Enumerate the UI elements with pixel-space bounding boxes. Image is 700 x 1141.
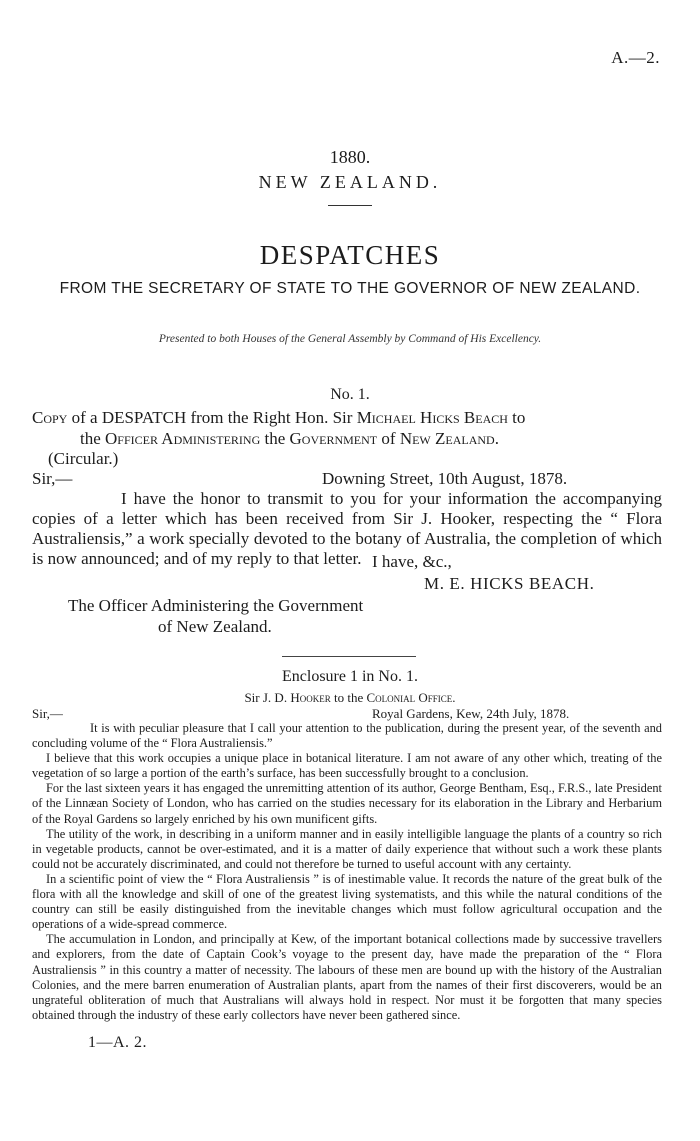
document-title: DESPATCHES: [259, 240, 441, 270]
despatch-salutation: Sir,—: [32, 469, 73, 488]
enclosure-paragraph: For the last sixteen years it has engaged the unremitting attention of its author, George Bentham, Esq., F.R.S., late President of the Linnæan Society of London, who has carried on the studies necessary for its elaboration in the Library and Herbarium of the Royal Gardens so largely enriched by his own munificent gifts.: [32, 781, 662, 826]
despatch-number: No. 1.: [330, 386, 370, 403]
document-subtitle: FROM THE SECRETARY OF STATE TO THE GOVERNOR OF NEW ZEALAND.: [59, 280, 641, 297]
heading-of: of: [377, 429, 400, 448]
despatch-signature: M. E. HICKS BEACH.: [424, 574, 595, 593]
sender-name: Michael Hicks Beach: [356, 408, 508, 427]
enclosure-paragraph: It is with peculiar pleasure that I call your attention to the publication, during the present year, of the seventh and concluding volume of the “ Flora Australiensis.”: [32, 721, 662, 751]
from-period: .: [452, 690, 456, 705]
heading-to: to: [507, 408, 526, 427]
enclosure-body: [32, 721, 662, 1023]
page-reference: A.—2.: [611, 48, 660, 67]
despatch-heading-line1: [32, 407, 662, 428]
enclosure-heading: Enclosure 1 in No. 1.: [282, 668, 418, 685]
enclosure-paragraph: The utility of the work, in describing in a uniform manner and in easily intelligible language the plants of a country so rich in vegetable products, cannot be over-estimated, and it is a matter of daily experience that without such a work these plants could not be accurately discriminated, and could not therefore be turned to useful account with any certainty.: [32, 826, 662, 871]
footer-reference: 1—A. 2.: [88, 1034, 148, 1051]
circular-note: (Circular.): [48, 449, 119, 468]
enclosure-salutation: Sir,—: [32, 706, 63, 721]
heading-the: the: [80, 429, 106, 448]
heading-text: of a DESPATCH from the Right Hon. Sir: [67, 408, 357, 427]
enclosure-address: Royal Gardens, Kew, 24th July, 1878.: [372, 706, 570, 721]
recipient-line2: of New Zealand.: [158, 617, 272, 636]
recipient-line1: The Officer Administering the Government: [68, 596, 364, 615]
heading-the2: the: [260, 429, 290, 448]
short-divider: [328, 205, 372, 206]
from-prefix: Sir J. D.: [244, 690, 291, 705]
enclosure-paragraph: In a scientific point of view the “ Flora Australiensis ” is of inestimable value. It records the nature of the great bulk of the flora with all the knowledge and skill of one of the greatest living systematists, and this while the natural conditions of the country can still be easily distinguished from the inevitable changes which must follow agricultural occupation and the operations of a wide-spread commerce.: [32, 871, 662, 932]
enclosure-paragraph: The accumulation in London, and principally at Kew, of the important botanical collections made by successive travellers and explorers, from the date of Captain Cook’s voyage to the present day, have made the preparation of the “ Flora Australiensis ” in this country a matter of necessity. The labours of these men are bound up with the history of the Australian Colonies, and the mere barren enumeration of Australian plants, apart from the names of their first discoverers, would be an ungrateful obliteration of much that Australians will always hold in respect. Nor must it be forgotten that many species obtained through the industry of these early collectors have never been gathered since.: [32, 932, 662, 1022]
heading-government: Government: [289, 429, 378, 448]
from-hooker: Hooker: [290, 690, 331, 705]
heading-period: .: [494, 429, 499, 448]
despatch-heading-line2: [32, 428, 662, 449]
despatch-address: Downing Street, 10th August, 1878.: [322, 469, 568, 488]
from-to: to the: [330, 690, 367, 705]
despatch-heading: [32, 407, 662, 449]
heading-new-zealand: New Zealand: [399, 429, 495, 448]
year-heading: 1880.: [329, 147, 371, 167]
enclosure-from: [0, 690, 700, 706]
despatch-closing: I have, &c.,: [372, 552, 452, 571]
despatch-body: I have the honor to transmit to you for your information the accompanying copies of a letter which has been received from Sir J. Hooker, respecting the “ Flora Australiensis,” a work specially devoted to the botany of Australia, the completion of which is now announced; and of my reply to that letter.: [32, 489, 662, 568]
section-divider: [282, 656, 416, 657]
from-colonial-office: Colonial Office: [366, 690, 453, 705]
heading-officer: Officer Administering: [105, 429, 261, 448]
country-heading: NEW ZEALAND.: [258, 172, 442, 192]
copy-word: Copy: [32, 408, 68, 427]
presented-note: Presented to both Houses of the General Assembly by Command of His Excellency.: [158, 333, 542, 345]
enclosure-paragraph: I believe that this work occupies a unique place in botanical literature. I am not aware of any other which, treating of the vegetation of so large a portion of the earth’s surface, has been successfully brought to a conclusion.: [32, 751, 662, 781]
